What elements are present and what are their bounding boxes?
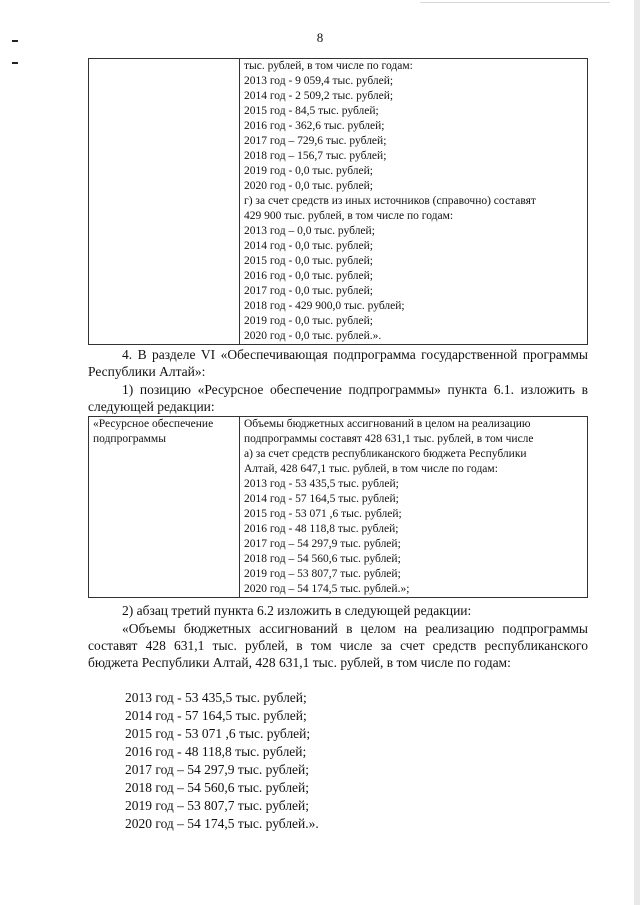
table-line: Объемы бюджетных ассигнований в целом на реализацию: [244, 418, 531, 430]
table-line: 2013 год – 0,0 тыс. рублей;: [244, 225, 375, 237]
table-line: тыс. рублей, в том числе по годам:: [244, 60, 413, 72]
resource-label-cell: [89, 417, 240, 598]
table-line: 2018 год - 429 900,0 тыс. рублей;: [244, 300, 405, 312]
resource-label: «Ресурсное обеспечение подпрограммы: [93, 418, 214, 445]
year-line: 2013 год - 53 435,5 тыс. рублей;: [125, 690, 307, 705]
table-line: 2015 год - 84,5 тыс. рублей;: [244, 105, 379, 117]
financing-table-continued: [88, 58, 588, 345]
table-line: 2013 год - 53 435,5 тыс. рублей;: [244, 478, 399, 490]
table-line: подпрограммы составят 428 631,1 тыс. рублей, в том числе: [244, 433, 534, 445]
margin-mark: [12, 62, 18, 64]
year-line: 2016 год - 48 118,8 тыс. рублей;: [125, 744, 307, 759]
table-line: 2014 год - 0,0 тыс. рублей;: [244, 240, 373, 252]
section-4-paragraph: 4. В разделе VI «Обеспечивающая подпрограмма государственной программы Республики Алтай»:: [88, 347, 588, 379]
empty-label-cell: [89, 59, 240, 345]
table-line: 2014 год - 57 164,5 тыс. рублей;: [244, 493, 399, 505]
table-line: 2014 год - 2 509,2 тыс. рублей;: [244, 90, 394, 102]
table-line: Алтай, 428 647,1 тыс. рублей, в том числе по годам:: [244, 463, 498, 475]
table-line: 2015 год - 0,0 тыс. рублей;: [244, 255, 373, 267]
item-2-quote: «Объемы бюджетных ассигнований в целом на реализацию подпрограммы составят 428 631,1 тыс. рублей, в том числе за счет средств республиканского бюджета Республики Алтай, 428 631,1 тыс. рублей, в том числе по годам:: [88, 621, 588, 670]
table-line: 2020 год - 0,0 тыс. рублей.».: [244, 330, 382, 342]
table-line: 2019 год - 0,0 тыс. рублей;: [244, 165, 373, 177]
scan-artifact: [420, 2, 610, 3]
table-line: а) за счет средств республиканского бюджета Республики: [244, 448, 527, 460]
year-line: 2017 год – 54 297,9 тыс. рублей;: [125, 762, 310, 777]
table-line: 2020 год - 0,0 тыс. рублей;: [244, 180, 373, 192]
table-line: 2018 год – 54 560,6 тыс. рублей;: [244, 553, 401, 565]
table-line: 2020 год – 54 174,5 тыс. рублей.»;: [244, 583, 410, 595]
item-2-heading: 2) абзац третий пункта 6.2 изложить в следующей редакции:: [122, 603, 472, 618]
table-line: 2018 год – 156,7 тыс. рублей;: [244, 150, 387, 162]
table-line: 429 900 тыс. рублей, в том числе по годам:: [244, 210, 454, 222]
year-line: 2019 год – 53 807,7 тыс. рублей;: [125, 798, 310, 813]
year-line: 2018 год – 54 560,6 тыс. рублей;: [125, 780, 310, 795]
table-line: 2015 год - 53 071 ,6 тыс. рублей;: [244, 508, 402, 520]
table-line: 2019 год - 0,0 тыс. рублей;: [244, 315, 373, 327]
table-line: 2016 год - 48 118,8 тыс. рублей;: [244, 523, 399, 535]
resource-table: [88, 416, 588, 598]
table-line: 2017 год - 0,0 тыс. рублей;: [244, 285, 373, 297]
year-line: 2015 год - 53 071 ,6 тыс. рублей;: [125, 726, 311, 741]
scan-edge-shadow: [634, 0, 640, 905]
table-line: 2016 год - 362,6 тыс. рублей;: [244, 120, 385, 132]
table-line: 2017 год – 729,6 тыс. рублей;: [244, 135, 387, 147]
table-line: 2017 год – 54 297,9 тыс. рублей;: [244, 538, 401, 550]
table-line: 2013 год - 9 059,4 тыс. рублей;: [244, 75, 394, 87]
table-line: 2019 год – 53 807,7 тыс. рублей;: [244, 568, 401, 580]
financing-details-cell: [240, 59, 588, 345]
item-1-paragraph: 1) позицию «Ресурсное обеспечение подпрограммы» пункта 6.1. изложить в следующей редакции:: [88, 382, 588, 414]
resource-details-cell: [240, 417, 588, 598]
year-line: 2020 год – 54 174,5 тыс. рублей.».: [125, 816, 319, 831]
table-line: г) за счет средств из иных источников (справочно) составят: [244, 195, 536, 207]
year-line: 2014 год - 57 164,5 тыс. рублей;: [125, 708, 307, 723]
page-number: 8: [316, 30, 324, 45]
table-line: 2016 год - 0,0 тыс. рублей;: [244, 270, 373, 282]
